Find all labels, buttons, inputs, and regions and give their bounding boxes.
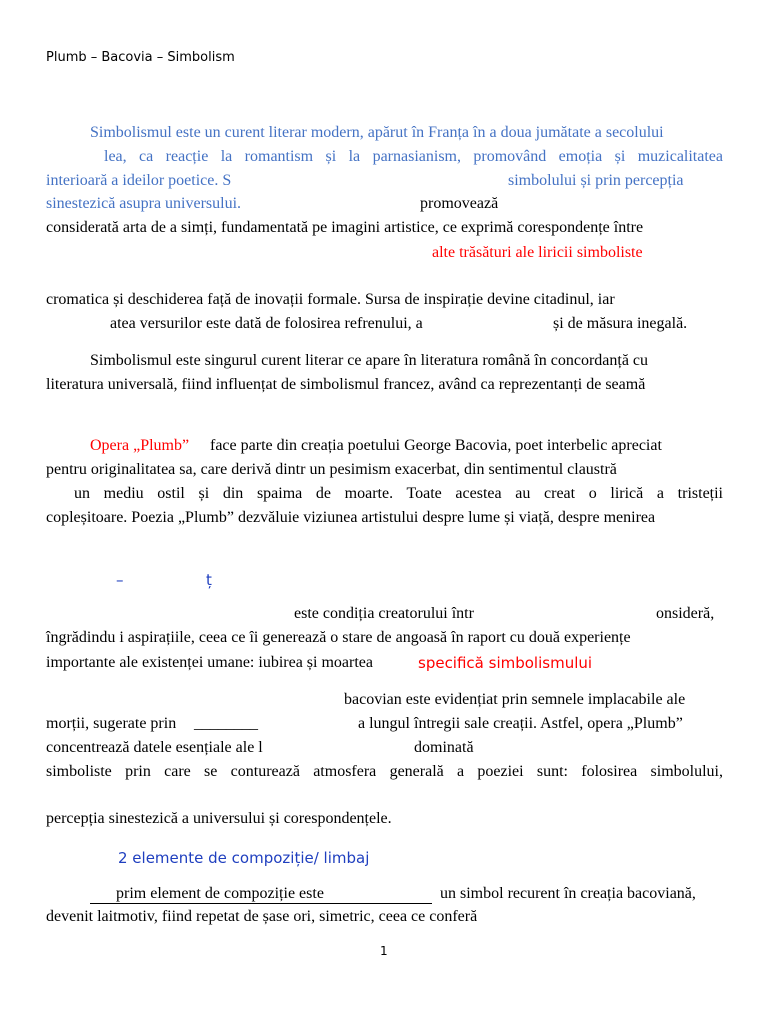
- p3-title-plumb: Opera „Plumb”: [90, 437, 190, 454]
- heading-1-t: ț: [206, 571, 212, 589]
- p1-line-2: lea, ca reacție la romantism și la parnasianism, promovând emoția și muzicalitatea: [104, 148, 723, 165]
- p1-line-4b: promovează: [420, 195, 499, 212]
- p5-line-1: bacovian este evidențiat prin semnele implacabile ale: [344, 691, 686, 708]
- p5-line-4: simboliste prin care se conturează atmosfera generală a poeziei sunt: folosirea simbolului,: [46, 763, 723, 780]
- p1-line-8a: atea versurilor este dată de folosirea refrenului, a: [110, 315, 423, 332]
- p5-line-3a: concentrează datele esențiale ale l: [46, 739, 263, 756]
- heading-2: 2 elemente de compoziție/ limbaj: [118, 849, 370, 867]
- p6-line-2: devenit laitmotiv, fiind repetat de șase ori, simetric, ceea ce conferă: [46, 908, 478, 925]
- document-header: Plumb – Bacovia – Simbolism: [46, 50, 235, 65]
- p5-line-2a: morții, sugerate prin: [46, 715, 177, 732]
- p1-line-5: considerată arta de a simți, fundamentată pe imagini artistice, ce exprimă corespondențe între: [46, 219, 644, 236]
- p5-line-2b: a lungul întregii sale creații. Astfel, opera „Plumb”: [358, 715, 683, 732]
- p6-line-1b: un simbol recurent în creația bacoviană,: [440, 885, 696, 902]
- p2-line-1: Simbolismul este singurul curent literar ce apare în literatura română în concordanță cu: [90, 352, 649, 369]
- p3-line-2: pentru originalitatea sa, care derivă dintr un pesimism exacerbat, din sentimentul claustră: [46, 461, 617, 478]
- p4-line-2: îngrădindu i aspirațiile, ceea ce îi generează o stare de angoasă în raport cu două experiențe: [46, 629, 631, 646]
- p6-line-1a: prim element de compoziție este: [116, 885, 324, 902]
- p1-line-6: alte trăsături ale liricii simboliste: [432, 244, 643, 261]
- p5-line-3b: dominată: [414, 739, 474, 756]
- p4-line-1b: onsideră,: [656, 605, 715, 622]
- p4-line-3b: specifică simbolismului: [418, 654, 593, 672]
- heading-1-dash: –: [116, 571, 124, 589]
- p3-line-1: face parte din creația poetului George Bacovia, poet interbelic apreciat: [210, 437, 662, 454]
- p4-line-1a: este condiția creatorului într: [294, 605, 474, 622]
- p1-line-4a: sinestezică asupra universului.: [46, 195, 242, 212]
- p1-line-7: cromatica și deschiderea față de inovații formale. Sursa de inspirație devine citadinul, iar: [46, 291, 615, 308]
- p5-line-2-blank: ________: [194, 715, 258, 732]
- p3-line-4: copleșitoare. Poezia „Plumb” dezvăluie viziunea artistului despre lume și viață, despre menirea: [46, 509, 656, 526]
- p1-line-1: Simbolismul este un curent literar modern, apărut în Franța în a doua jumătate a secolului: [90, 124, 664, 141]
- p2-line-2: literatura universală, fiind influențat de simbolismul francez, având ca reprezentanți de seamă: [46, 376, 646, 393]
- p3-line-3: un mediu ostil și din spaima de moarte. Toate acestea au creat o lirică a tristeții: [74, 485, 723, 502]
- p1-line-3a: interioară a ideilor poetice. S: [46, 172, 232, 189]
- p1-line-3b: simbolului și prin percepția: [508, 172, 684, 189]
- p4-line-3a: importante ale existenței umane: iubirea și moartea: [46, 654, 373, 671]
- p1-line-8b: și de măsura inegală.: [553, 315, 688, 332]
- p5-line-5: percepția sinestezică a universului și corespondențele.: [46, 810, 392, 827]
- page-number: 1: [380, 944, 388, 958]
